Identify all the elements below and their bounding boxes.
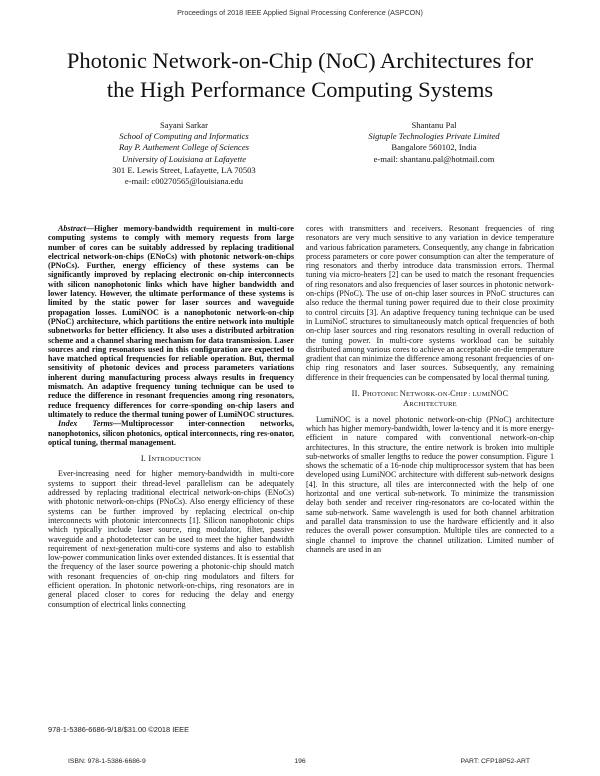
left-column xyxy=(48,224,294,609)
index-terms-label: Index Terms xyxy=(58,419,113,429)
author-dept: Sigtuple Technologies Private Limited xyxy=(368,131,500,142)
author-dept: School of Computing and Informatics xyxy=(119,131,249,142)
author-univ: University of Louisiana at Lafayette xyxy=(121,153,247,164)
section-heading-introduction: I. INTRODUCTION xyxy=(140,454,202,464)
title-line-1: Photonic Network-on-Chip (NoC) Architectures for xyxy=(66,48,534,73)
section-heading-luminoc: II. PHOTONIC NETWORK-ON-CHIP : LUMINOC ARCHITECTURE xyxy=(351,389,509,409)
intro-paragraph: Ever-increasing need for higher memory-bandwidth in multi-core systems to support their thread-level parallelism can be adequately addressed by replacing traditional electrical network-on-chips (ENoCs) with photonic network-on-chips (PNoCs). Also energy efficiency of these systems can be further improved by replacing electrical on-chip interconnects with photonic interconnects [1]. Silicon nanophotonic chips which typically include laser source, ring modulator, filter, passive waveguide and a photodetector can be used to meet the higher bandwidth requirement of next-generation multi-core systems and also to establish low-power communication links over extended distances. It is essential that the frequency of the laser source powering a photonic-chip should match with resonant frequencies of on-chip ring modulators and filters for efficient operation. In photonic network-on-chips, ring resonators are in general placed closer to cores for reducing the delay and energy consumption of electrical links connecting xyxy=(48,469,294,609)
title-line-2: the High Performance Computing Systems xyxy=(106,77,494,102)
footer-part: PART: CFP18P52-ART xyxy=(460,758,530,765)
author-address: 301 E. Lewis Street, Lafayette, LA 70503 xyxy=(112,164,256,175)
author-address: Bangalore 560102, India xyxy=(391,142,477,153)
right-paragraph-2: LumiNOC is a novel photonic network-on-chip (PNoC) architecture which has higher memory-bandwidth, lower la-tency and it is more energy-efficient in nature compared with conventional network-on-chip architectures. In this structure, the entire network is broken into multiple sub-networks of smaller lengths to reduce the power consumption. Figure 1 shows the schematic of a 16-node chip multiprocessor system that has been developed using LumiNOC architecture with different sub-network designs [4]. In this structure, all tiles are interconnected with the help of one horizontal and one vertical sub-network. To minimize the transmission delay both sender and receiver ring-resonators are co-located within the same sub-network. Same wavelength is used for both channel arbitration and parallel data transmission to use the hardware efficiently and it also reduces the overall power consumption. Multiple tiles are connected to a single channel to improve the channel utilization. Limited number of channels are used in an xyxy=(306,414,554,554)
footer-isbn: ISBN: 978-1-5386-6686-9 xyxy=(68,758,146,765)
index-terms-text: —Multiprocessor inter-connection networks, nanophotonics, silicon photonics, optical interconnects, ring res-onator, optical tuning, thermal management. xyxy=(48,419,294,447)
abstract xyxy=(48,224,294,419)
author-college: Ray P. Authement College of Sciences xyxy=(119,142,249,153)
index-terms xyxy=(48,419,294,447)
right-column xyxy=(306,224,554,554)
abstract-text: —Higher memory-bandwidth requirement in multi-core computing systems to comply with memory requests from large number of cores can be suitably addressed by replacing traditional electrical network-on-chips (ENoCs) with photonic network-on-chips (PNoCs). Further, energy efficiency of these systems can be significantly improved by replacing electronic on-chip interconnects with silicon nanophotonic links which have higher bandwidth and lower latency. However, the ultimate performance of these systems is limited by the static power for laser sources and waveguide propagation losses. LumiNOC is a nanophotonic network-on-chip (PNoC) architecture, which partitions the entire network into multiple subnetworks for better efficiency. It also uses a distributed arbitration scheme and a channel sharing mechanism for data transmission. Laser sources and ring resonators used in this configuration are expected to have matched optical frequencies for reliable operation. But, thermal sensitivity of photonic devices and process parameters variations inherent during manufacturing process always results in frequency mismatch. An adaptive frequency tuning technique can be used to reduce the difference in resonant frequencies among ring resonators, reduce frequency differences for corre-sponding on-chip lasers and ultimately to reduce the thermal tuning power of LumiNOC structures. xyxy=(48,224,294,419)
right-paragraph-1: cores with transmitters and receivers. Resonant frequencies of ring resonators are very much sensitive to any variation in device temperature and various fabrication parameters. Consequently, any change in fabrication process parameters or core power consumption can alter the temperature of ring resonators and therby introduce data transmission errors. Thermal tuning via micro-heaters [2] can be used to match the resonant frequencies of ring resonators and also frequencies of laser sources in photonic network-on-chips (PNoC). The use of on-chip laser sources in PNoC structures can also reduce the thermal tuning power required due to their close proximity to control circuits [3]. An adaptive frequency tuning technique can be used in LumiNoC structures to simultaneously match optical frequencies of both on-chip laser sources and ring resonators resulting in overall reduction of the tuning power. In multi-core systems workload can be suitably distributed among various cores to achieve an acceptable on-die temperature gradient that can minimize the difference among resonant frequencies of on-chip ring resonators and laser sources. Subsequently, any remaining difference in their frequencies can be compensated by local thermal tuning. xyxy=(306,224,554,382)
author-block-2 xyxy=(324,120,544,165)
conference-header: Proceedings of 2018 IEEE Applied Signal Processing Conference (ASPCON) xyxy=(177,8,423,17)
author-email: e-mail: shantanu.pal@hotmail.com xyxy=(373,153,495,164)
abstract-label: Abstract xyxy=(58,224,86,233)
author-name: Sayani Sarkar xyxy=(160,120,208,130)
author-email: e-mail: c00270565@louisiana.edu xyxy=(124,176,244,187)
copyright-notice: 978-1-5386-6686-9/18/$31.00 ©2018 IEEE xyxy=(48,725,190,734)
author-name: Shantanu Pal xyxy=(411,120,457,130)
paper-title xyxy=(40,46,560,104)
author-block-1 xyxy=(64,120,304,187)
page-number: 196 xyxy=(294,758,306,765)
